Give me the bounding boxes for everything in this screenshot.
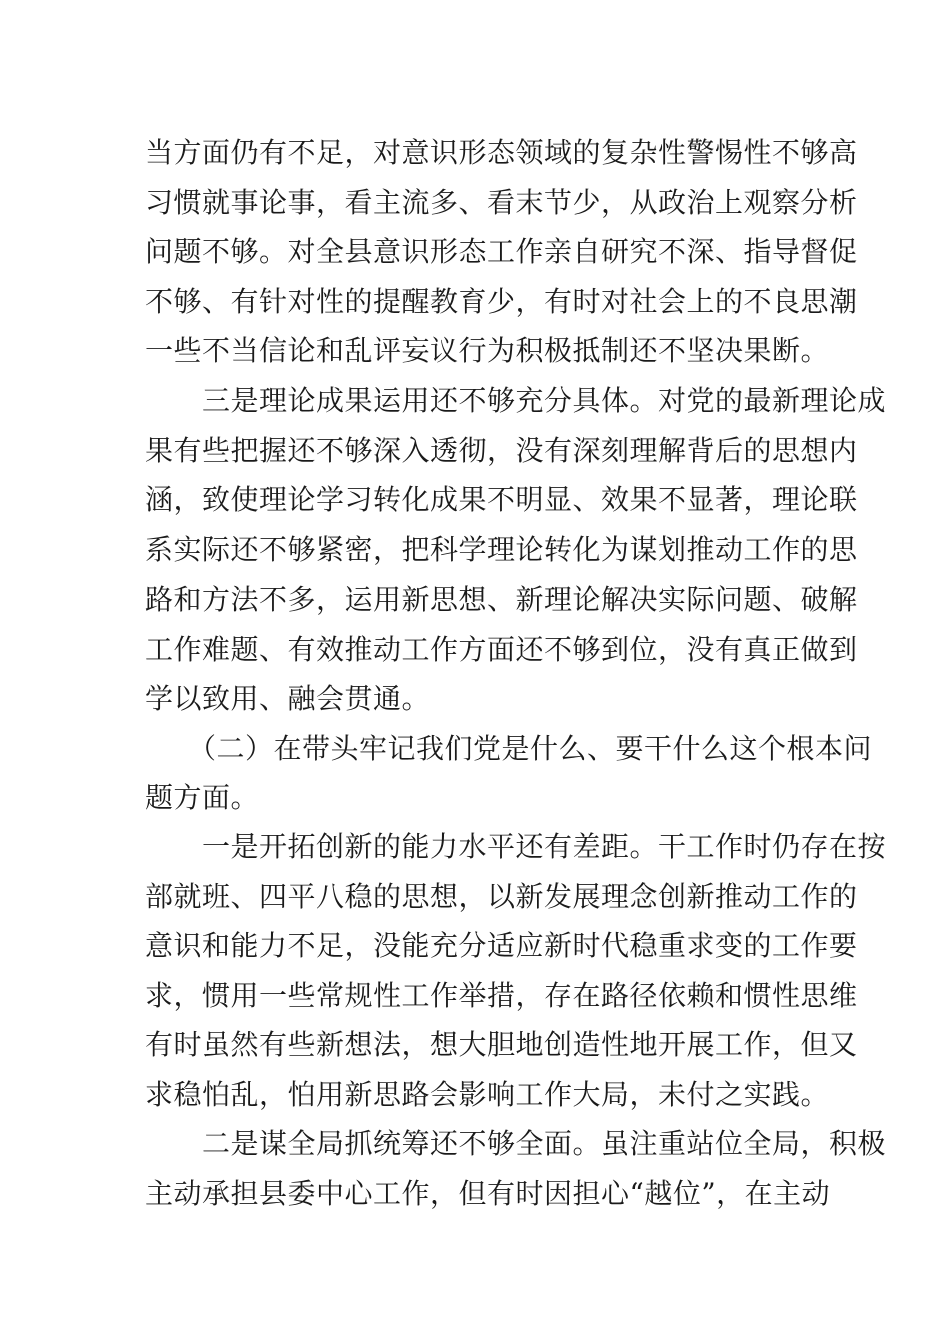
- text-line: 路和方法不多，运用新思想、新理论解决实际问题、破解: [145, 583, 858, 616]
- paragraph-start: 二是谋全局抓统筹还不够全面。虽注重站位全局，积极: [145, 1127, 887, 1160]
- text-line: 部就班、四平八稳的思想，以新发展理念创新推动工作的: [145, 880, 858, 913]
- text-line: 主动承担县委中心工作，但有时因担心“越位”，在主动: [145, 1177, 831, 1210]
- text-line: 一些不当信论和乱评妄议行为积极抵制还不坚决果断。: [145, 334, 830, 367]
- text-line: 涵，致使理论学习转化成果不明显、效果不显著，理论联: [145, 483, 858, 516]
- text-line: 不够、有针对性的提醒教育少，有时对社会上的不良思潮: [145, 285, 858, 318]
- text-line: 意识和能力不足，没能充分适应新时代稳重求变的工作要: [145, 929, 858, 962]
- text-line: 求，惯用一些常规性工作举措，存在路径依赖和惯性思维: [145, 979, 858, 1012]
- text-line: 工作难题、有效推动工作方面还不够到位，没有真正做到: [145, 633, 858, 666]
- paragraph-start: 三是理论成果运用还不够充分具体。对党的最新理论成: [145, 384, 887, 417]
- text-line: 习惯就事论事，看主流多、看末节少，从政治上观察分析: [145, 186, 858, 219]
- text-line: 当方面仍有不足，对意识形态领域的复杂性警惕性不够高: [145, 136, 858, 169]
- section-heading: （二）在带头牢记我们党是什么、要干什么这个根本问: [145, 732, 873, 765]
- text-line: 问题不够。对全县意识形态工作亲自研究不深、指导督促: [145, 235, 858, 268]
- text-line: 系实际还不够紧密，把科学理论转化为谋划推动工作的思: [145, 533, 858, 566]
- text-line: 有时虽然有些新想法，想大胆地创造性地开展工作，但又: [145, 1028, 858, 1061]
- paragraph-start: 一是开拓创新的能力水平还有差距。干工作时仍存在按: [145, 830, 887, 863]
- text-line: 求稳怕乱，怕用新思路会影响工作大局，未付之实践。: [145, 1078, 830, 1111]
- section-heading: 题方面。: [145, 781, 260, 814]
- text-line: 学以致用、融会贯通。: [145, 682, 431, 715]
- text-line: 果有些把握还不够深入透彻，没有深刻理解背后的思想内: [145, 434, 858, 467]
